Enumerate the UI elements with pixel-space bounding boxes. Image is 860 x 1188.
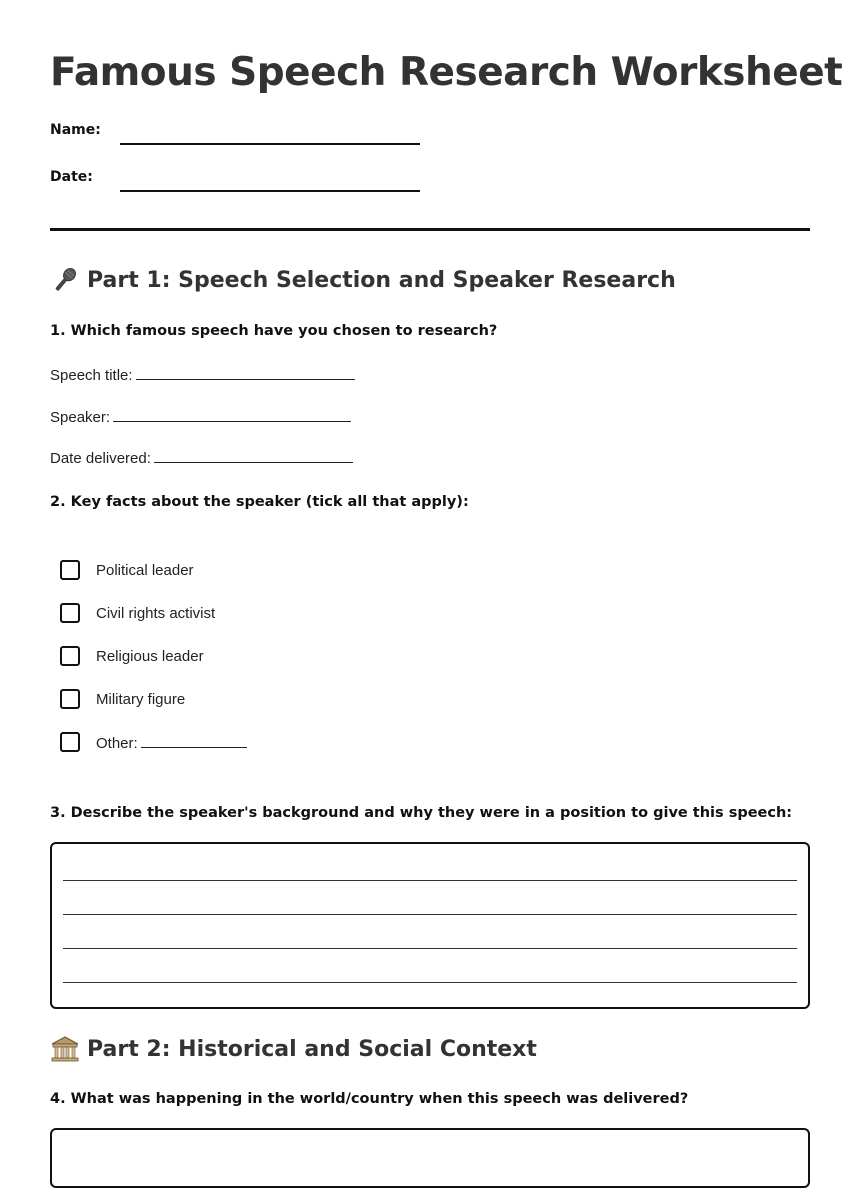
speech-title-label: Speech title:: [50, 367, 133, 384]
question-1: 1. Which famous speech have you chosen to research?: [50, 323, 498, 339]
checkbox[interactable]: [60, 689, 80, 709]
checkbox-label: Political leader: [96, 561, 194, 579]
question-3: 3. Describe the speaker's background and why they were in a position to give this speech:: [50, 805, 793, 821]
date-line[interactable]: [120, 190, 420, 192]
speaker-blank[interactable]: [113, 407, 351, 422]
answer-box-q3[interactable]: [50, 842, 810, 1009]
part2-title: Part 2: Historical and Social Context: [87, 1036, 537, 1062]
checkbox[interactable]: [60, 646, 80, 666]
header-divider: [50, 228, 810, 231]
other-blank[interactable]: [141, 733, 247, 748]
checkbox-option-military-figure[interactable]: [60, 686, 185, 712]
answer-line: [63, 948, 797, 949]
checkbox-option-religious-leader[interactable]: [60, 643, 204, 669]
microphone-icon: [50, 266, 80, 294]
name-line[interactable]: [120, 143, 420, 145]
question-2: 2. Key facts about the speaker (tick all that apply):: [50, 494, 469, 510]
checkbox[interactable]: [60, 732, 80, 752]
other-label: Other:: [96, 734, 138, 752]
part1-title: Part 1: Speech Selection and Speaker Research: [87, 267, 676, 293]
speaker-row[interactable]: [50, 407, 351, 426]
name-label: Name:: [50, 122, 101, 138]
question-4: 4. What was happening in the world/country when this speech was delivered?: [50, 1091, 689, 1107]
answer-line: [63, 914, 797, 915]
answer-line: [63, 982, 797, 983]
classical-building-icon: [50, 1035, 80, 1063]
answer-box-q4[interactable]: [50, 1128, 810, 1188]
checkbox-label: Military figure: [96, 690, 186, 708]
date-label: Date:: [50, 169, 93, 185]
speech-title-row[interactable]: [50, 365, 355, 384]
checkbox-label: Civil rights activist: [96, 604, 216, 622]
date-field[interactable]: [50, 169, 450, 199]
answer-line: [63, 880, 797, 881]
worksheet-title: Famous Speech Research Worksheet: [50, 50, 843, 95]
part2-heading: [50, 1035, 537, 1063]
checkbox[interactable]: [60, 560, 80, 580]
name-field[interactable]: [50, 122, 450, 152]
part1-heading: [50, 266, 676, 294]
date-delivered-row[interactable]: [50, 448, 353, 467]
speech-title-blank[interactable]: [136, 365, 355, 380]
speaker-label: Speaker:: [50, 409, 111, 426]
date-delivered-blank[interactable]: [154, 448, 353, 463]
checkbox-option-other[interactable]: [60, 729, 247, 755]
date-delivered-label: Date delivered:: [50, 450, 151, 467]
checkbox-label: Religious leader: [96, 647, 204, 665]
checkbox-option-civil-rights-activist[interactable]: [60, 600, 215, 626]
checkbox-label-other: [96, 733, 247, 752]
checkbox[interactable]: [60, 603, 80, 623]
checkbox-option-political-leader[interactable]: [60, 557, 194, 583]
